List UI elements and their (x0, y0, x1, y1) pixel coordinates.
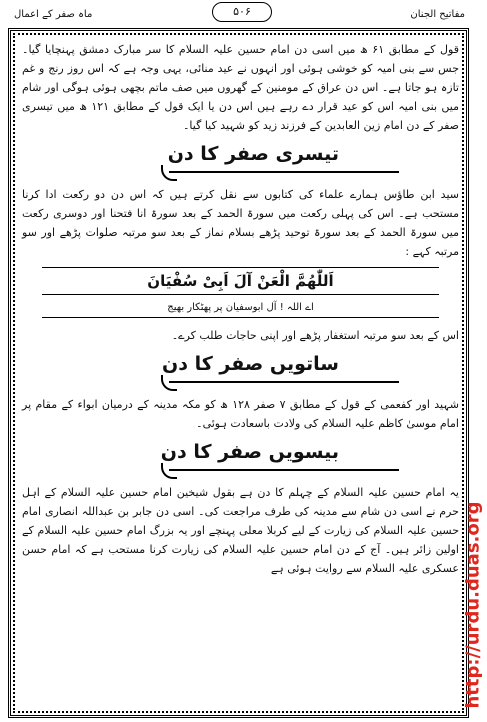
paragraph: یہ امام حسین علیہ السلام کے چہلم کا دن ہے بقول شیخین امام حسین علیہ السلام کے اہل حرم نے اسی دن شام سے مدینہ کی طرف مراجعت کی۔ اسی دن جابر بن عبداللہ انصاری امام حسین علیہ السلام کی زیارت کے لیے کربلا معلی پہنچے اور یہ بزرگ امام حسین علیہ السلام کے اولین زائر ہیں۔ آج کے دن امام حسین علیہ السلام کی زیارت کرنا مستحب ہے کہ امام حسن عسکری علیہ السلام سے روایت ہوئی ہے (22, 486, 459, 575)
page-number-text: ۵۰۶ (233, 5, 251, 18)
watermark-text: http://urdu.duas.org (462, 501, 484, 709)
page-body (22, 40, 459, 578)
section-heading (22, 439, 459, 479)
page-header (0, 0, 487, 26)
section-heading (22, 141, 459, 181)
heading-title: ساتویں صفر کا دن (162, 353, 339, 375)
arabic-supplication: اَللّٰھُمَّ الْعَنْ آلَ اَبِیْ سُفْیَانَ (42, 267, 439, 295)
supplication-translation: اے اللہ ! آل ابوسفیان پر پھٹکار بھیج (42, 299, 439, 318)
heading-swash (169, 171, 399, 173)
book-title: مفاتیح الجنان (410, 9, 465, 20)
heading-title: بیسویں صفر کا دن (160, 441, 339, 463)
section-heading (22, 351, 459, 391)
page-number-ornament (212, 2, 272, 22)
heading-swash (169, 381, 399, 383)
heading-swash (169, 469, 399, 471)
chapter-title: ماہ صفر کے اعمال (14, 9, 93, 20)
paragraph: قول کے مطابق ۶۱ ھ میں اسی دن امام حسین علیہ السلام کا سر مبارک دمشق پہنچایا گیا۔ جس سے بنی امیہ کو خوشی ہوئی اور انہوں نے عید منائی، یہی وجہ ہے کہ اس روز رنج و غم تازہ ہو جاتا ہے۔ اس دن عراق کے مومنین کے گھروں میں صف ماتم بچھی ہوئی ہوگی اور شام میں بنی امیہ اس کو عید قرار دے رہے ہیں اس دن یا ایک قول کے مطابق ۱۲۱ ھ میں تیسری صفر کے دن امام زین العابدین کے فرزند زید کو شہید کیا گیا۔ (22, 43, 459, 132)
paragraph: اس کے بعد سو مرتبہ استغفار پڑھے اور اپنی حاجات طلب کرے۔ (171, 329, 459, 342)
watermark (462, 490, 484, 720)
heading-title: تیسری صفر کا دن (167, 143, 339, 165)
page-number (212, 2, 272, 22)
paragraph: شہید اور کفعمی کے قول کے مطابق ۷ صفر ۱۲۸ ھ کو مکہ مدینہ کے درمیان ابواء کے مقام پر امام موسیٰ کاظم علیہ السلام کی ولادت باسعادت ہوئی۔ (22, 398, 460, 430)
paragraph: سید ابن طاؤس ہمارے علماء کی کتابوں سے نقل کرتے ہیں کہ اس دن دو رکعت ادا کرنا مستحب ہے۔ اس کی پہلی رکعت میں سورۃ الحمد کے بعد سورۃ انا فتحنا اور دوسری رکعت میں سورۃ الحمد کے بعد سورۃ توحید پڑھے بسلام نماز کے بعد سو مرتبہ صلوات پڑھے اور سو مرتبہ کہے : (22, 188, 459, 258)
